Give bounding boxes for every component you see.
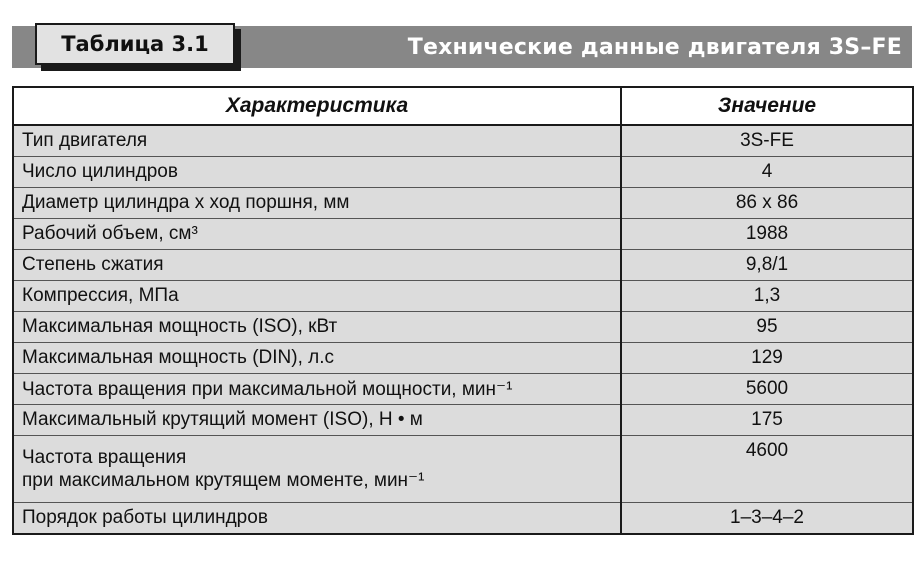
table-header-row	[13, 87, 913, 125]
row-value: 129	[621, 343, 913, 374]
row-value: 1988	[621, 219, 913, 250]
header-divider	[12, 68, 912, 78]
column-header-value: Значение	[621, 87, 913, 125]
table-number-label: Таблица 3.1	[35, 23, 235, 65]
row-label-line-2: при максимальном крутящем моменте, мин⁻¹	[22, 469, 425, 491]
row-label: Максимальная мощность (ISO), кВт	[13, 312, 621, 343]
row-label: Максимальная мощность (DIN), л.с	[13, 343, 621, 374]
row-value: 175	[621, 405, 913, 436]
row-value: 1–3–4–2	[621, 503, 913, 535]
row-label: Максимальный крутящий момент (ISO), Н • м	[13, 405, 621, 436]
engine-spec-table	[12, 86, 914, 535]
row-label: Степень сжатия	[13, 250, 621, 281]
table-row	[13, 343, 913, 374]
row-value: 5600	[621, 374, 913, 405]
row-value: 95	[621, 312, 913, 343]
row-value: 9,8/1	[621, 250, 913, 281]
row-label: Диаметр цилиндра х ход поршня, мм	[13, 188, 621, 219]
table-row	[13, 125, 913, 157]
table-title: Технические данные двигателя 3S–FE	[407, 34, 902, 60]
row-value: 4	[621, 157, 913, 188]
row-label	[13, 436, 621, 503]
row-label: Тип двигателя	[13, 125, 621, 157]
table-row	[13, 436, 913, 503]
row-label: Компрессия, МПа	[13, 281, 621, 312]
table-row	[13, 281, 913, 312]
table-row	[13, 157, 913, 188]
row-value: 4600	[621, 436, 913, 503]
row-value: 1,3	[621, 281, 913, 312]
table-row	[13, 250, 913, 281]
row-value: 3S-FE	[621, 125, 913, 157]
table-row	[13, 188, 913, 219]
column-header-characteristic: Характеристика	[13, 87, 621, 125]
row-label-line-1: Частота вращения	[22, 446, 187, 468]
table-row	[13, 374, 913, 405]
table-row	[13, 219, 913, 250]
row-label: Рабочий объем, см³	[13, 219, 621, 250]
row-label: Частота вращения при максимальной мощности, мин⁻¹	[13, 374, 621, 405]
row-label: Порядок работы цилиндров	[13, 503, 621, 535]
row-label: Число цилиндров	[13, 157, 621, 188]
table-row	[13, 503, 913, 535]
table-row	[13, 312, 913, 343]
table-row	[13, 405, 913, 436]
row-value: 86 х 86	[621, 188, 913, 219]
